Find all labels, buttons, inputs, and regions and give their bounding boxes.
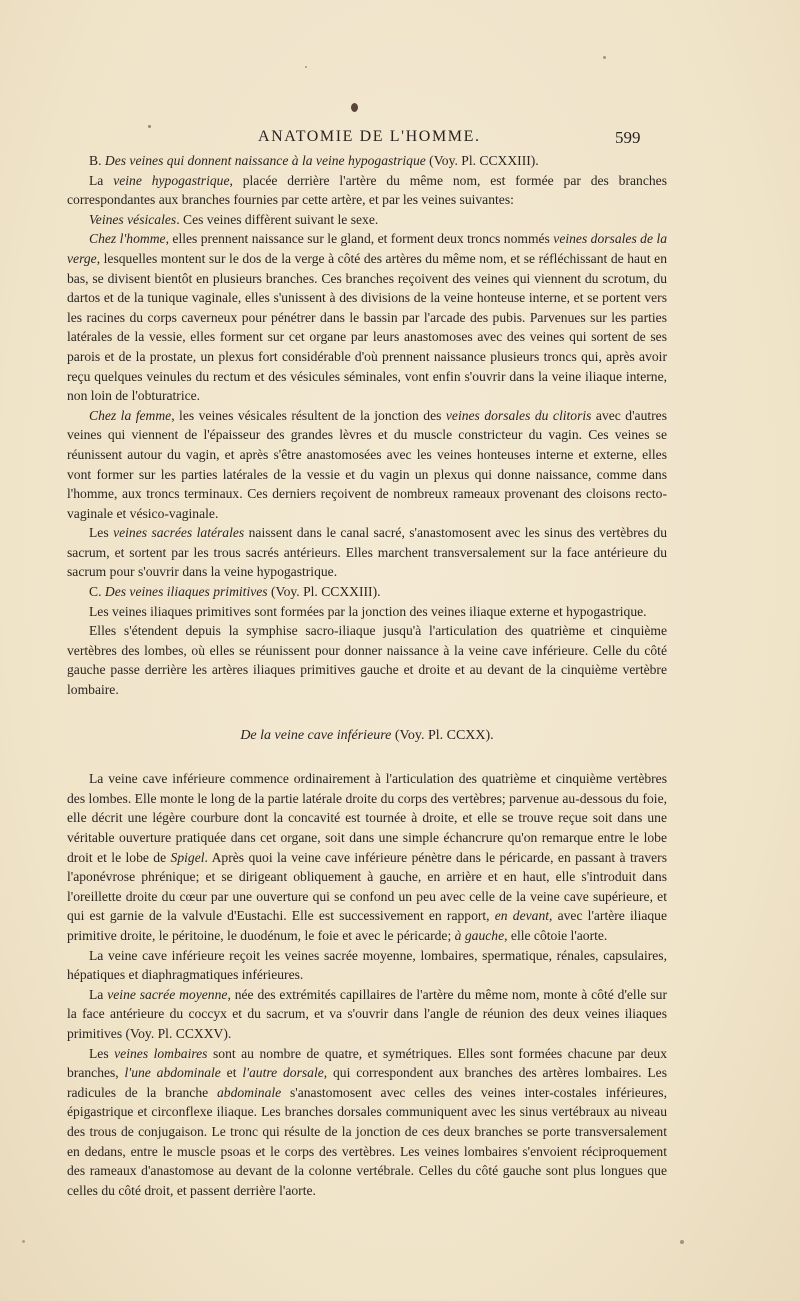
text-run: B. xyxy=(89,153,105,168)
text-run: s'anastomosent avec celles des veines inter-costales inférieures, épigastrique et circonflexe iliaque. Les branches dorsales communiquent avec les sinus vertébraux au niveau des trous de conjugaison. Le tronc qui résulte de la jonction de ces deux branches se porte transversalement en dedans, entre le muscle psoas et le corps des vertèbres. Les veines lombaires s'envoient réciproquement des rameaux d'anastomose au devant de la colonne vertébrale. Celles du côté gauche sont plus longues que celles du côté droit, et passent derrière l'aorte. xyxy=(67,1084,667,1198)
italic-text: veines lombaires xyxy=(114,1045,208,1061)
text-run: , elles prennent naissance sur le gland, et forment deux troncs nommés xyxy=(165,231,554,247)
italic-text: Chez la femme xyxy=(89,407,172,423)
text-run: . Ces veines diffèrent suivant le sexe. xyxy=(176,211,379,227)
text-run: La xyxy=(89,172,114,188)
italic-text: veine sacrée moyenne xyxy=(107,986,228,1002)
ink-blot xyxy=(351,103,358,112)
text-run: Elles s'étendent depuis la symphise sacro-iliaque jusqu'à l'articulation des quatrième et cinquième vertèbres des lombes, où elles se réunissent pour donner naissance à la veine cave inférieure. Celle du côté gauche passe derrière les artères iliaques primitives gauche et droite et au devant de la cinquième vertèbre lombaire. xyxy=(67,623,667,698)
text-run: avec d'autres veines qui viennent de l'épaisseur des grandes lèvres et du muscle constricteur du vagin. Ces veines se réunissent autour du vagin, et après s'être anastomosées avec les veines honteuses interne et externe, elles vont former sur les parties latérales de la vessie et du vagin un plexus qui donne naissance, comme dans l'homme, aux troncs terminaux. Ces derniers reçoivent de nombreux rameaux provenant des cloisons recto-vaginale et vésico-vaginale. xyxy=(67,407,668,521)
paragraph xyxy=(67,406,667,524)
running-head: ANATOMIE DE L'HOMME. xyxy=(258,128,481,145)
text-run: naissent dans le canal sacré, s'anastomosent avec les sinus des vertèbres du sacrum, et sortent par les trous sacrés antérieurs. Elles marchent transversalement sur la face antérieure du sacrum pour s'ouvrir dans la veine hypogastrique. xyxy=(67,525,668,580)
text-run: La veine cave inférieure commence ordinairement à l'articulation des quatrième et cinquième vertèbres des lombes. Elle monte le long de la partie latérale droite du corps des vertèbres; parvenue au-dessous du foie, elle décrit une légère courbure dont la concavité est tournée à droite, et elle se trouve reçue soit dans une véritable ouverture pratiquée dans cet organe, soit dans une simple échancrure qu'on remarque entre le lobe droit et le lobe de xyxy=(67,771,667,865)
paragraph xyxy=(67,582,667,602)
italic-text: veines sacrées latérales xyxy=(113,525,245,541)
ink-speck xyxy=(22,1240,25,1243)
text-run: , avec l'artère iliaque primitive droite, le péritoine, le duodénum, le foie et avec le péricarde; xyxy=(67,908,668,943)
paragraph xyxy=(67,946,667,985)
body-text xyxy=(67,151,667,1200)
paragraph xyxy=(67,151,667,171)
italic-text: à gauche xyxy=(454,927,505,943)
text-run: , lesquelles montent sur le dos de la verge à côté des artères du même nom, et se réfléchissant de haut en bas, se divisent bientôt en plusieurs branches. Ces branches reçoivent des veines qui viennent du scrotum, du dartos et de la tunique vaginale, elles s'unissent à des divisions de la veine honteuse interne, et se portent vers les racines du corps caverneux pour pénétrer dans le bassin par l'arcade des pubis. Parvenues sur les parties latérales de la vessie, elles forment sur cet organe par leurs anastomoses avec des veines qui sortent de ses parois et de la prostate, un plexus fort considérable d'où prennent naissance plusieurs troncs qui, après avoir reçu quelques veinules du rectum et des vésicules séminales, vont enfin s'ouvrir dans la veine iliaque interne, non loin de l'obturatrice. xyxy=(67,250,667,404)
paragraph xyxy=(67,229,667,405)
text-run: , née des extrémités capillaires de l'artère du même nom, monte à côté d'elle sur la face antérieure du coccyx et du sacrum, et va s'ouvrir dans l'angle de réunion des deux veines iliaques primitives (Voy. Pl. CCXXV). xyxy=(67,986,667,1041)
text-run: Les xyxy=(89,525,114,541)
italic-text: l'une abdominale xyxy=(124,1065,221,1081)
text-run: (Voy. Pl. CCXX). xyxy=(391,727,494,743)
paragraph xyxy=(67,602,667,622)
page-header xyxy=(0,126,800,150)
section-heading-inferior-vena-cava xyxy=(67,726,667,746)
text-run: C. xyxy=(89,584,105,600)
text-run: . Après quoi la veine cave inférieure pénètre dans le péricarde, en passant à travers l'aponévrose phrénique; et se dirigeant obliquement à gauche, en arrière et en haut, elle s'introduit dans l'oreillette droite du cœur par une ouverture qui se confond un peu avec celle de la veine cave supérieure, et qui est garnie de la valvule d'Eustachi. Elle est successivement en rapport, xyxy=(67,849,667,924)
paragraph xyxy=(67,210,667,230)
section-inferior-vena-cava xyxy=(67,769,667,1200)
page-number: 599 xyxy=(615,128,641,147)
text-run: , placée derrière l'artère du même nom, est formée par des branches correspondantes aux branches fournies par cette artère, et par les veines suivantes: xyxy=(67,172,667,208)
ink-speck xyxy=(305,66,307,68)
italic-text: veines dorsales de la verge xyxy=(67,231,668,266)
paragraph xyxy=(67,1044,667,1201)
ink-speck xyxy=(603,56,606,59)
paragraph xyxy=(67,621,667,699)
italic-text: veines dorsales du clitoris xyxy=(445,407,592,423)
ink-speck xyxy=(680,1240,684,1244)
paragraph xyxy=(67,985,667,1044)
text-run: sont au nombre de quatre, et symétriques. Elles sont formées chacune par deux branches, xyxy=(67,1045,668,1081)
paragraph xyxy=(67,769,667,945)
text-run: , qui correspondent aux branches des artères lombaires. Les radicules de la branche xyxy=(67,1065,668,1100)
italic-text: Veines vésicales xyxy=(89,211,177,227)
italic-text: veine hypogastrique xyxy=(113,172,230,188)
text-run: Les veines iliaques primitives sont formées par la jonction des veines iliaque externe et hypogastrique. xyxy=(89,603,647,619)
text-run: La veine cave inférieure reçoit les veines sacrée moyenne, lombaires, spermatique, rénales, capsulaires, hépatiques et diaphragmatiques inférieures. xyxy=(67,947,667,983)
italic-text: Spigel xyxy=(170,849,205,865)
text-run: (Voy. Pl. CCXXIII). xyxy=(425,153,539,168)
paragraph xyxy=(67,171,667,210)
text-run: (Voy. Pl. CCXXIII). xyxy=(267,584,381,600)
section-hypogastric-veins xyxy=(67,151,667,700)
text-run: Les xyxy=(89,1045,115,1061)
text-run: , elle côtoie l'aorte. xyxy=(504,927,608,943)
text-run: et xyxy=(220,1065,243,1081)
italic-text: De la veine cave inférieure xyxy=(240,727,392,743)
italic-text: en devant xyxy=(494,908,550,924)
paragraph xyxy=(67,523,667,582)
italic-text: Des veines iliaques primitives xyxy=(104,584,268,600)
italic-text: Chez l'homme xyxy=(89,231,166,247)
text-run: , les veines vésicales résultent de la jonction des xyxy=(171,407,446,423)
italic-text: Des veines qui donnent naissance à la veine hypogastrique xyxy=(104,153,426,168)
italic-text: abdominale xyxy=(216,1084,282,1100)
italic-text: l'autre dorsale xyxy=(242,1065,324,1081)
text-run: La xyxy=(89,986,108,1002)
